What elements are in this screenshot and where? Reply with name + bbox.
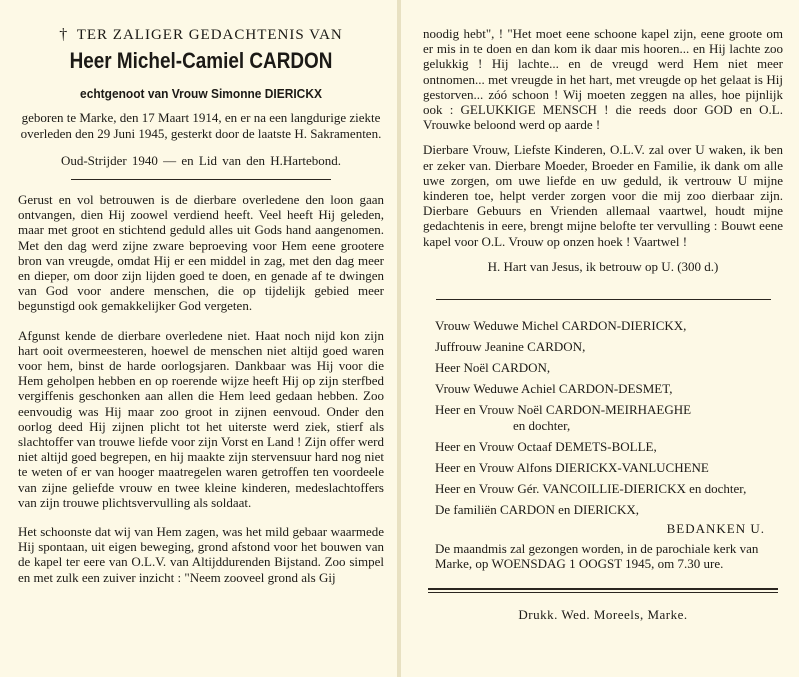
list-item [435,318,783,334]
deceased-name: Heer Michel-Camiel CARDON [69,48,333,73]
paragraph-3: Het schoonste dat wij van Hem zagen, was het mild gebaar waarmede Hij spontaan, uit eigen beweging, grond afstond voor het bouwen van de kapel ter eere van O.L.V. van Altijddurenden Bijstand. Zoo simpel en met zulk een zuiver inzicht : "Neem zooveel grond als Gij [18,524,384,585]
divider [436,299,771,300]
spouse-line: echtgenoot van Vrouw Simonne DIERICKX [80,86,322,101]
mass-announcement: De maandmis zal gezongen worden, in de parochiale kerk van Marke, op WOENSDAG 1 OOGST 1945, om 7.30 ure. [435,540,759,572]
divider [428,592,778,593]
birth-death-text: geboren te Marke, den 17 Maart 1914, en er na een langdurige ziekte overleden den 29 Juni 1945, gesterkt door de laatste H. Sakramenten. [20,110,382,141]
thanks-name: Heer en Vrouw Alfons DIERICKX-VANLUCHENE [435,459,709,475]
veteran-line: Oud-Strijder 1940 — en Lid van den H.Hartebond. [60,153,342,168]
list-item [435,439,783,455]
list-item [435,381,783,397]
paragraph-4: noodig hebt", ! "Het moet eene schoone kapel zijn, eene groote om er mis in te doen en dan kom ik daar mis hooren... en Hij lachte zoo gelukkig ! Hij lachte... en de vreugd werd Hem niet meer ontnomen... met vreugde in het hart, met vreugde op het gelaat is Hij gestorven... zóó schoon ! Wij moeten zeggen na alles, hoe pijnlijk ook : GELUKKIGE MENSCH ! die reeds door GOD en O.L. Vrouwke beloond werd op aarde ! [423,26,783,133]
left-panel [0,0,398,677]
thanks-name: Vrouw Weduwe Michel CARDON-DIERICKX, [435,317,687,333]
printer-credit: Drukk. Wed. Moreels, Marke. [518,606,688,622]
thanks-sub: en dochter, [513,417,571,433]
thanks-name: Heer en Vrouw Gér. VANCOILLIE-DIERICKX en dochter, [435,480,747,496]
thanks-name: Vrouw Weduwe Achiel CARDON-DESMET, [435,380,673,396]
thanks-name: Heer Noël CARDON, [435,359,551,375]
thanks-name: De familiën CARDON en DIERICKX, [435,501,639,517]
list-item [435,460,783,476]
header-line [18,26,384,44]
header-text: TER ZALIGER GEDACHTENIS VAN [76,27,343,43]
paragraph-5: Dierbare Vrouw, Liefste Kinderen, O.L.V. zal over U waken, ik ben er zeker van. Dierbare Moeder, Broeder en Familie, ik dank om alle uwe zorgen, om uwe liefde en uw geduld, ik vertrouw U mijne kinderen toe, helpt verder zorgen voor die mij zoo dierbaar zijn. Dierbare Gebuurs en Vrienden allemaal vaartwel, houdt mijne gedachtenis in eere, brengt mijne belofte ter vervulling : Bouwt eene kapel voor O.L. Vrouw op onzen hoek ! Vaartwel ! [423,142,783,249]
prayer-line: H. Hart van Jesus, ik betrouw op U. (300 d.) [487,258,719,274]
list-item [435,502,783,518]
right-panel [401,0,799,677]
divider [428,588,778,590]
paragraph-1: Gerust en vol betrouwen is de dierbare overledene den loon gaan ontvangen, dien Hij zoowel verdiend heeft. Veel heeft Hij geleden, maar met groot en stichtend geduld alles uit Gods hand aangenomen. Met den dag werd zijne zware beproeving voor Hem eene grootere bron van vreugde, omdat Hij er een middel in zag, met den dag meer en dieper, om door zijn lijden goed te doen, en genade af te dwingen van God voor andere menschen, die op tijdelijk gebied meer begunstigd ook gemakkelijker God vergeten. [18,192,384,314]
divider [71,179,331,180]
list-item [435,402,783,434]
thanks-name: Juffrouw Jeanine CARDON, [435,338,586,354]
thanks-closing: BEDANKEN U. [666,520,765,536]
thanks-list [423,318,783,518]
cross-icon: † [59,26,69,43]
list-item [435,339,783,355]
list-item [435,360,783,376]
thanks-name: Heer en Vrouw Noël CARDON-MEIRHAEGHE [435,401,692,417]
list-item [435,481,783,497]
thanks-name: Heer en Vrouw Octaaf DEMETS-BOLLE, [435,438,657,454]
paragraph-2: Afgunst kende de dierbare overledene niet. Haat noch nijd kon zijn hart ooit overmeesteren, hoewel de menschen niet altijd goed waren voor hem, binst de harde oorlogsjaren. Dankbaar was Hij voor die Hem geholpen hebben en op roerende wijze heeft Hij op zijn sterfbed vergiffenis geschonken aan allen die Hem leed gedaan hebben. Zoo eenvoudig was Hij maar zoo groot in zijnen eenvoud. Onder den oorlog deed Hij zijnen plicht tot het uiterste werd ziek, stierf als slachtoffer van trouwe liefde voor zijn Vorst en Land ! Zijn offer werd niet altijd goed begrepen, en hij maakte zijn stervensuur hard nog niet te weten of er van hooger maatregelen waren getroffen ten voordeele van zijne geliefde vrouw en twee kleine kinderen, medeslachtoffers van zijn trouwe plichtsvervulling als soldaat. [18,327,384,510]
